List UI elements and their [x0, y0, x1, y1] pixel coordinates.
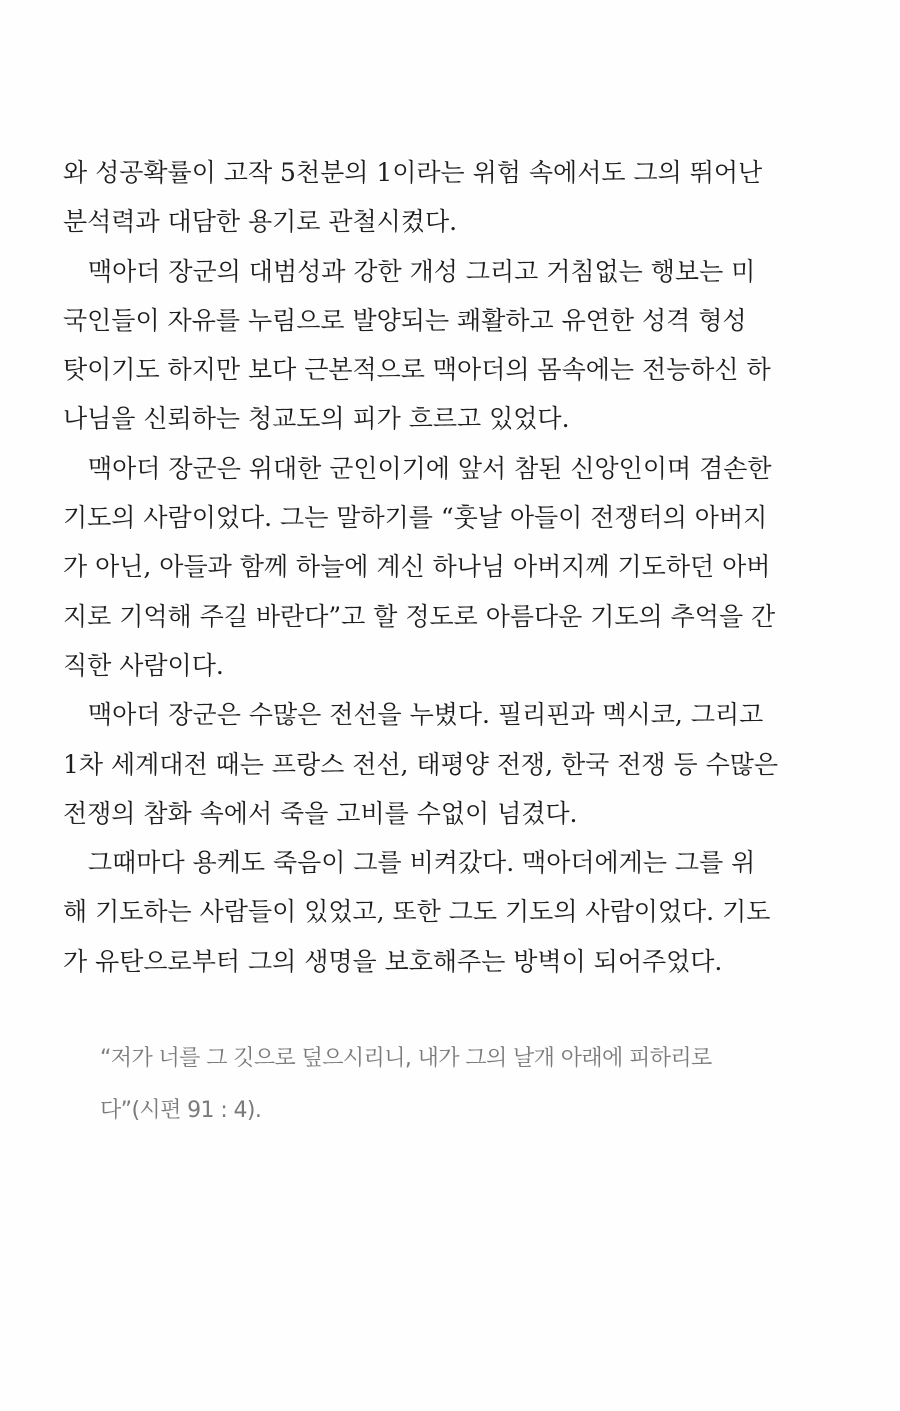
text-line: 맥아더 장군은 수많은 전선을 누볐다. 필리핀과 멕시코, 그리고 — [88, 700, 764, 730]
text-line: 맥아더 장군의 대범성과 강한 개성 그리고 거침없는 행보는 미 — [88, 256, 756, 286]
text-line: 맥아더 장군은 위대한 군인이기에 앞서 참된 신앙인이며 겸손한 — [88, 453, 772, 483]
text-line: 와 성공확률이 고작 5천분의 1이라는 위험 속에서도 그의 뛰어난 — [63, 158, 763, 187]
text-line: 해 기도하는 사람들이 있었고, 또한 그도 기도의 사람이었다. 기도 — [63, 897, 771, 927]
text-line: 국인들이 자유를 누림으로 발양되는 쾌활하고 유연한 성격 형성 — [63, 305, 747, 335]
quote-line: “저가 너를 그 깃으로 덮으시리니, 내가 그의 날개 아래에 피하리로 — [100, 1046, 712, 1071]
text-line: 가 아닌, 아들과 함께 하늘에 계신 하나님 아버지께 기도하던 아버 — [63, 552, 771, 582]
text-line: 분석력과 대담한 용기로 관철시켰다. — [63, 207, 458, 237]
text-line: 1차 세계대전 때는 프랑스 전선, 태평양 전쟁, 한국 전쟁 등 수많은 — [63, 749, 779, 779]
body-text — [63, 148, 779, 986]
scripture-quote — [100, 1033, 712, 1137]
text-line: 기도의 사람이었다. 그는 말하기를 “훗날 아들이 전쟁터의 아버지 — [63, 503, 768, 533]
text-line: 탓이기도 하지만 보다 근본적으로 맥아더의 몸속에는 전능하신 하 — [63, 355, 771, 385]
text-line: 그때마다 용케도 죽음이 그를 비켜갔다. 맥아더에게는 그를 위 — [88, 848, 756, 878]
text-line: 지로 기억해 주길 바란다”고 할 정도로 아름다운 기도의 추억을 간 — [63, 601, 776, 631]
text-line: 전쟁의 참화 속에서 죽을 고비를 수없이 넘겼다. — [63, 798, 578, 828]
quote-line: 다”(시편 91 : 4). — [100, 1098, 262, 1123]
text-line: 가 유탄으로부터 그의 생명을 보호해주는 방벽이 되어주었다. — [63, 946, 723, 976]
text-line: 직한 사람이다. — [63, 650, 224, 680]
text-line: 나님을 신뢰하는 청교도의 피가 흐르고 있었다. — [63, 404, 570, 434]
